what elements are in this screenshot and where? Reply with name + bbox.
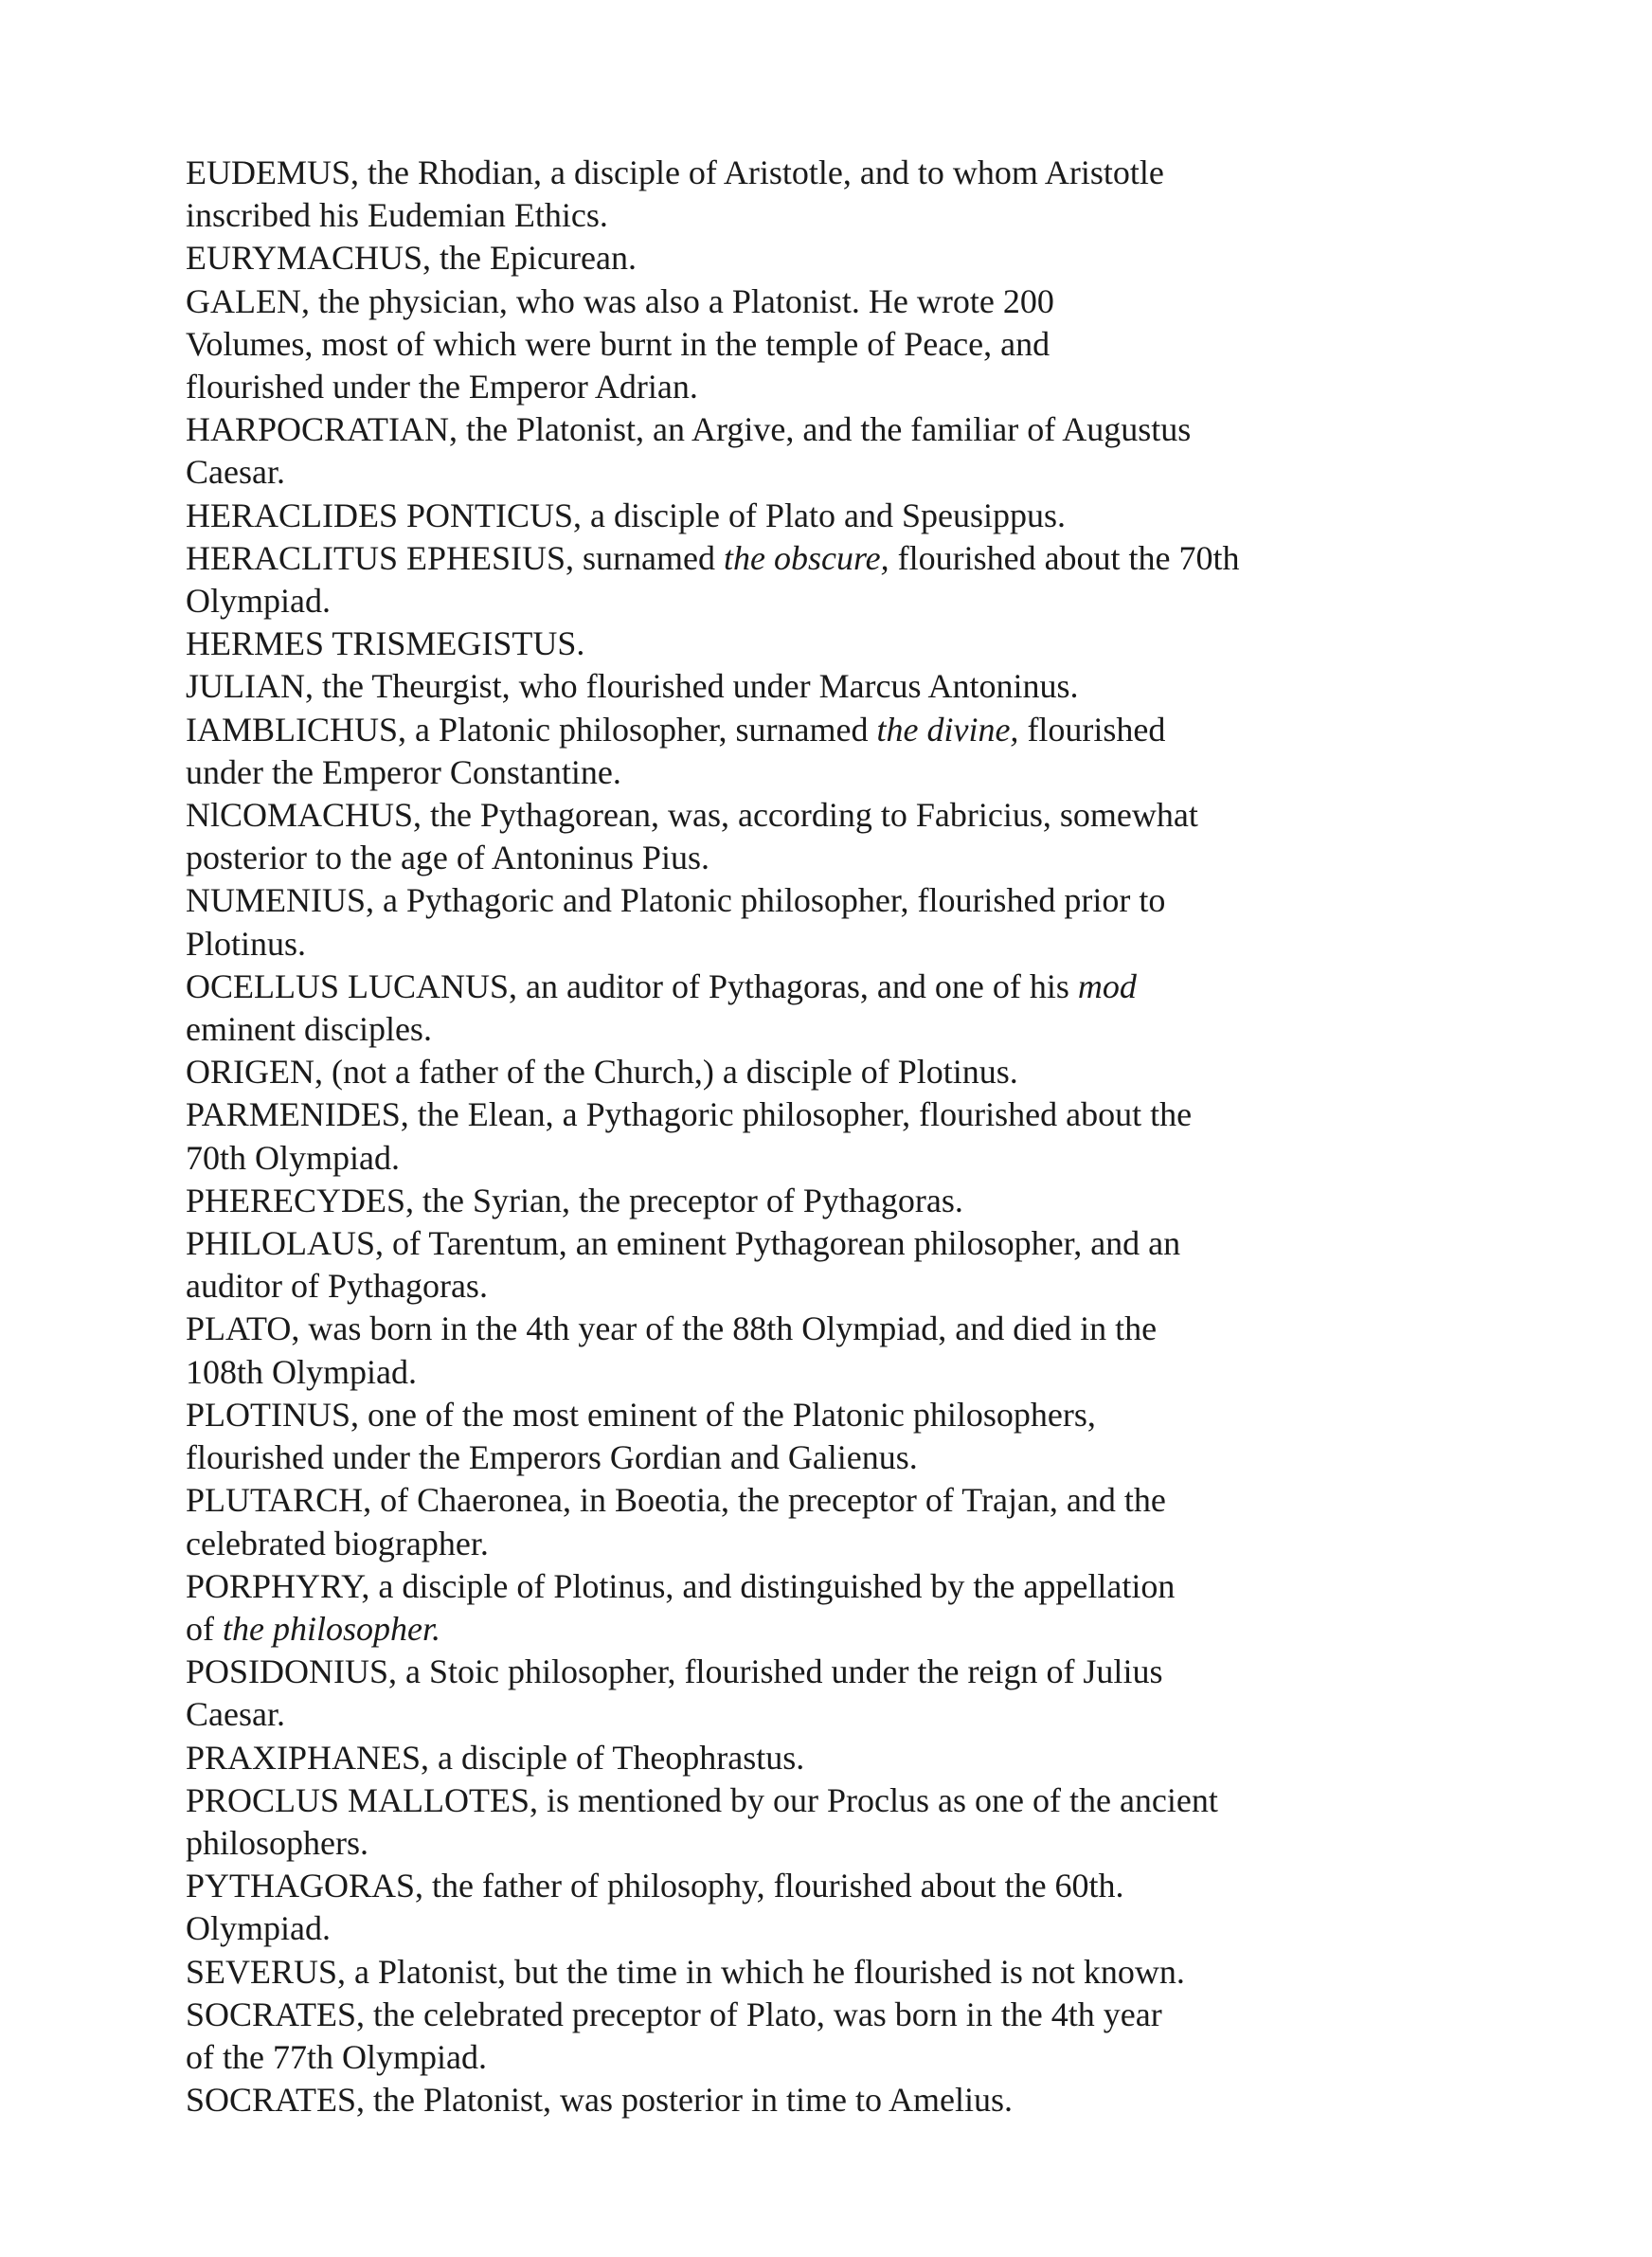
text-line (186, 1907, 1531, 1950)
text-run: PHERECYDES, the Syrian, the preceptor of Pythagoras. (186, 1181, 963, 1219)
list-item (186, 1093, 1531, 1179)
text-line (186, 1222, 1531, 1265)
list-item (186, 1051, 1531, 1093)
text-line (186, 623, 1531, 665)
text-run: flourished about the 70th (889, 538, 1240, 577)
text-line (186, 709, 1531, 751)
text-line (186, 879, 1531, 922)
text-run: Olympiad. (186, 1909, 331, 1948)
text-line (186, 665, 1531, 708)
text-line (186, 1180, 1531, 1222)
list-item (186, 1994, 1531, 2079)
text-run: of the 77th Olympiad. (186, 2037, 487, 2076)
list-item (186, 1865, 1531, 1950)
text-run: PLOTINUS, one of the most eminent of the Platonic philosophers, (186, 1395, 1096, 1434)
text-line (186, 966, 1531, 1008)
text-line (186, 537, 1531, 580)
list-item (186, 495, 1531, 537)
text-line (186, 1779, 1531, 1822)
text-run: Plotinus. (186, 924, 307, 963)
text-line (186, 1051, 1531, 1093)
list-item (186, 966, 1531, 1051)
list-item (186, 1308, 1531, 1393)
text-run: ORIGEN, (not a father of the Church,) a disciple of Plotinus. (186, 1053, 1018, 1092)
text-line (186, 1394, 1531, 1436)
text-run: Olympiad. (186, 582, 331, 621)
list-item (186, 709, 1531, 794)
text-run: EUDEMUS, the Rhodian, a disciple of Aristotle, and to whom Aristotle (186, 153, 1164, 191)
text-run: HERMES TRISMEGISTUS. (186, 624, 585, 663)
text-line (186, 237, 1531, 280)
text-run: PROCLUS MALLOTES, is mentioned by our Proclus as one of the ancient (186, 1780, 1218, 1819)
text-line (186, 1951, 1531, 1994)
text-line (186, 1608, 1531, 1651)
text-line (186, 1308, 1531, 1350)
list-item (186, 1394, 1531, 1479)
list-item (186, 280, 1531, 409)
text-run: 70th Olympiad. (186, 1138, 400, 1177)
text-run: Volumes, most of which were burnt in the temple of Peace, and (186, 324, 1050, 363)
list-item (186, 2079, 1531, 2122)
list-item (186, 1180, 1531, 1222)
list-item (186, 1479, 1531, 1564)
text-line (186, 1351, 1531, 1394)
text-run: PYTHAGORAS, the father of philosophy, flourished about the 60th. (186, 1867, 1124, 1905)
text-run: HARPOCRATIAN, the Platonist, an Argive, and the familiar of Augustus (186, 410, 1192, 449)
list-item (186, 623, 1531, 665)
text-line (186, 323, 1531, 366)
text-run: celebrated biographer. (186, 1524, 489, 1562)
text-line (186, 751, 1531, 794)
text-run: eminent disciples. (186, 1010, 432, 1049)
text-line (186, 1737, 1531, 1779)
text-run: HERACLIDES PONTICUS, a disciple of Plato and Speusippus. (186, 496, 1066, 534)
text-line (186, 194, 1531, 237)
text-run: IAMBLICHUS, a Platonic philosopher, surnamed (186, 710, 877, 749)
text-line (186, 1265, 1531, 1308)
list-item (186, 1222, 1531, 1308)
text-run: Caesar. (186, 453, 285, 492)
text-run: EURYMACHUS, the Epicurean. (186, 239, 637, 278)
text-run: GALEN, the physician, who was also a Platonist. He wrote 200 (186, 281, 1054, 320)
document-page (186, 152, 1531, 2122)
text-run: PRAXIPHANES, a disciple of Theophrastus. (186, 1738, 805, 1777)
text-line (186, 837, 1531, 879)
text-line (186, 1565, 1531, 1608)
text-run: PORPHYRY, a disciple of Plotinus, and distinguished by the appellation (186, 1566, 1176, 1605)
text-run: SEVERUS, a Platonist, but the time in which he flourished is not known. (186, 1952, 1185, 1991)
list-item (186, 1779, 1531, 1865)
text-run: PARMENIDES, the Elean, a Pythagoric philosopher, flourished about the (186, 1095, 1193, 1134)
list-item (186, 879, 1531, 965)
text-run: NlCOMACHUS, the Pythagorean, was, according to Fabricius, somewhat (186, 796, 1198, 835)
list-item (186, 794, 1531, 879)
philosopher-list (186, 152, 1531, 2122)
text-line (186, 451, 1531, 494)
text-run: auditor of Pythagoras. (186, 1267, 488, 1306)
text-run: SOCRATES, the celebrated preceptor of Plato, was born in the 4th year (186, 1995, 1162, 2033)
list-item (186, 1737, 1531, 1779)
text-run: of (186, 1609, 223, 1648)
text-run: JULIAN, the Theurgist, who flourished under Marcus Antoninus. (186, 667, 1079, 706)
text-line (186, 1093, 1531, 1136)
italic-text: mod (1077, 966, 1137, 1005)
text-line (186, 1651, 1531, 1693)
italic-text: the obscure, (723, 538, 889, 577)
text-line (186, 408, 1531, 451)
text-run: flourished under the Emperors Gordian and Galienus. (186, 1438, 918, 1477)
text-line (186, 366, 1531, 408)
text-run: PHILOLAUS, of Tarentum, an eminent Pythagorean philosopher, and an (186, 1224, 1181, 1263)
italic-text: the philosopher. (223, 1609, 440, 1648)
text-run: flourished (1018, 710, 1166, 749)
list-item (186, 1565, 1531, 1651)
text-line (186, 1008, 1531, 1051)
text-run: posterior to the age of Antoninus Pius. (186, 839, 709, 877)
list-item (186, 537, 1531, 623)
text-run: HERACLITUS EPHESIUS, surnamed (186, 538, 724, 577)
text-line (186, 1994, 1531, 2036)
text-line (186, 2079, 1531, 2122)
text-line (186, 1436, 1531, 1479)
text-line (186, 152, 1531, 194)
text-line (186, 495, 1531, 537)
text-run: PLUTARCH, of Chaeronea, in Boeotia, the preceptor of Trajan, and the (186, 1481, 1166, 1520)
text-run: POSIDONIUS, a Stoic philosopher, flourished under the reign of Julius (186, 1652, 1163, 1691)
text-line (186, 1865, 1531, 1907)
text-run: Caesar. (186, 1695, 285, 1734)
list-item (186, 408, 1531, 494)
text-line (186, 1523, 1531, 1565)
text-line (186, 580, 1531, 623)
text-run: under the Emperor Constantine. (186, 752, 621, 791)
list-item (186, 1651, 1531, 1736)
text-run: inscribed his Eudemian Ethics. (186, 196, 608, 235)
list-item (186, 665, 1531, 708)
text-line (186, 923, 1531, 966)
text-run: 108th Olympiad. (186, 1352, 417, 1391)
list-item (186, 237, 1531, 280)
text-run: OCELLUS LUCANUS, an auditor of Pythagoras, and one of his (186, 966, 1078, 1005)
text-run: SOCRATES, the Platonist, was posterior in time to Amelius. (186, 2081, 1013, 2120)
text-line (186, 1822, 1531, 1865)
text-line (186, 1479, 1531, 1522)
italic-text: the divine, (876, 710, 1019, 749)
text-line (186, 2036, 1531, 2079)
text-line (186, 1693, 1531, 1736)
text-run: philosophers. (186, 1823, 368, 1862)
text-run: PLATO, was born in the 4th year of the 88th Olympiad, and died in the (186, 1309, 1158, 1348)
list-item (186, 152, 1531, 237)
text-line (186, 1137, 1531, 1180)
text-run: flourished under the Emperor Adrian. (186, 368, 698, 406)
text-run: NUMENIUS, a Pythagoric and Platonic philosopher, flourished prior to (186, 881, 1166, 920)
text-line (186, 280, 1531, 323)
text-line (186, 794, 1531, 837)
list-item (186, 1951, 1531, 1994)
